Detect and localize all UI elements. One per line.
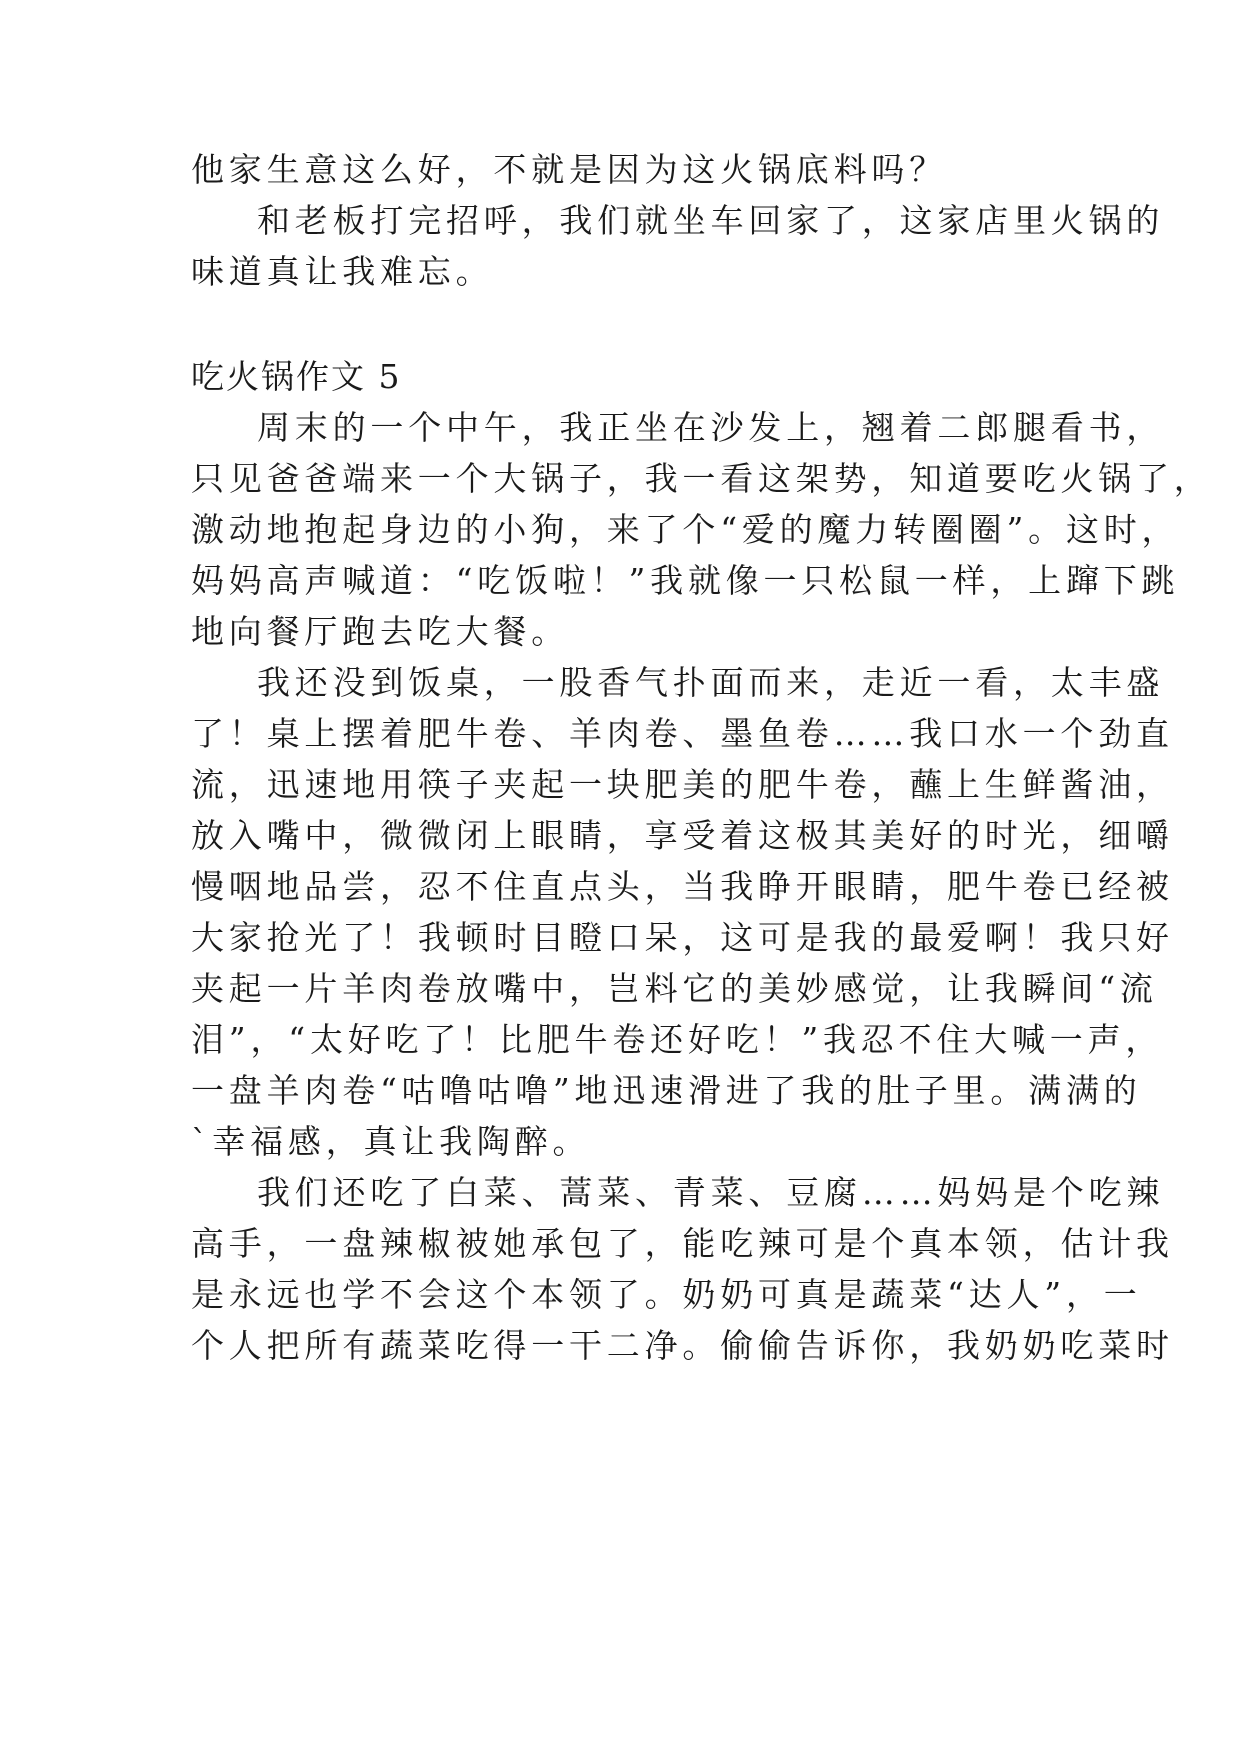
text-line: 大家抢光了！我顿时目瞪口呆，这可是我的最爱啊！我只好 <box>191 918 1174 957</box>
paragraph-start-line: 我还没到饭桌，一股香气扑面而来，走近一看，太丰盛 <box>257 663 1165 702</box>
text-line: 妈妈高声喊道：“吃饭啦！”我就像一只松鼠一样，上蹿下跳 <box>191 561 1180 600</box>
text-line: 夹起一片羊肉卷放嘴中，岂料它的美妙感觉，让我瞬间“流 <box>191 969 1158 1008</box>
text-line: 流，迅速地用筷子夹起一块肥美的肥牛卷，蘸上生鲜酱油， <box>191 765 1174 804</box>
text-line: 激动地抱起身边的小狗，来了个“爱的魔力转圈圈”。这时， <box>191 510 1180 549</box>
text-line: 只见爸爸端来一个大锅子，我一看这架势，知道要吃火锅了， <box>191 459 1212 498</box>
text-line: 地向餐厅跑去吃大餐。 <box>191 612 569 651</box>
text-line: 高手，一盘辣椒被她承包了，能吃辣可是个真本领，估计我 <box>191 1224 1174 1263</box>
paragraph-start-line: 我们还吃了白菜、蒿菜、青菜、豆腐……妈妈是个吃辣 <box>257 1173 1165 1212</box>
paragraph-start-line: 和老板打完招呼，我们就坐车回家了，这家店里火锅的 <box>257 201 1165 240</box>
text-line: 了！桌上摆着肥牛卷、羊肉卷、墨鱼卷……我口水一个劲直 <box>191 714 1174 753</box>
section-title: 吃火锅作文 5 <box>191 357 402 396</box>
text-line: 泪”，“太好吃了！比肥牛卷还好吃！”我忍不住大喊一声， <box>191 1020 1164 1059</box>
text-line: 个人把所有蔬菜吃得一干二净。偷偷告诉你，我奶奶吃菜时 <box>191 1326 1174 1365</box>
text-line: 味道真让我难忘。 <box>191 252 494 291</box>
paragraph-start-line: 周末的一个中午，我正坐在沙发上，翘着二郎腿看书， <box>257 408 1165 447</box>
text-line: 一盘羊肉卷“咕噜咕噜”地迅速滑进了我的肚子里。满满的 <box>191 1071 1142 1110</box>
text-line: 是永远也学不会这个本领了。奶奶可真是蔬菜“达人”，一 <box>191 1275 1142 1314</box>
text-line: 放入嘴中，微微闭上眼睛，享受着这极其美好的时光，细嚼 <box>191 816 1174 855</box>
document-page <box>191 0 1212 1754</box>
text-line: 他家生意这么好，不就是因为这火锅底料吗？ <box>191 150 947 189</box>
text-line: `幸福感，真让我陶醉。 <box>191 1122 591 1161</box>
text-line: 慢咽地品尝，忍不住直点头，当我睁开眼睛，肥牛卷已经被 <box>191 867 1174 906</box>
